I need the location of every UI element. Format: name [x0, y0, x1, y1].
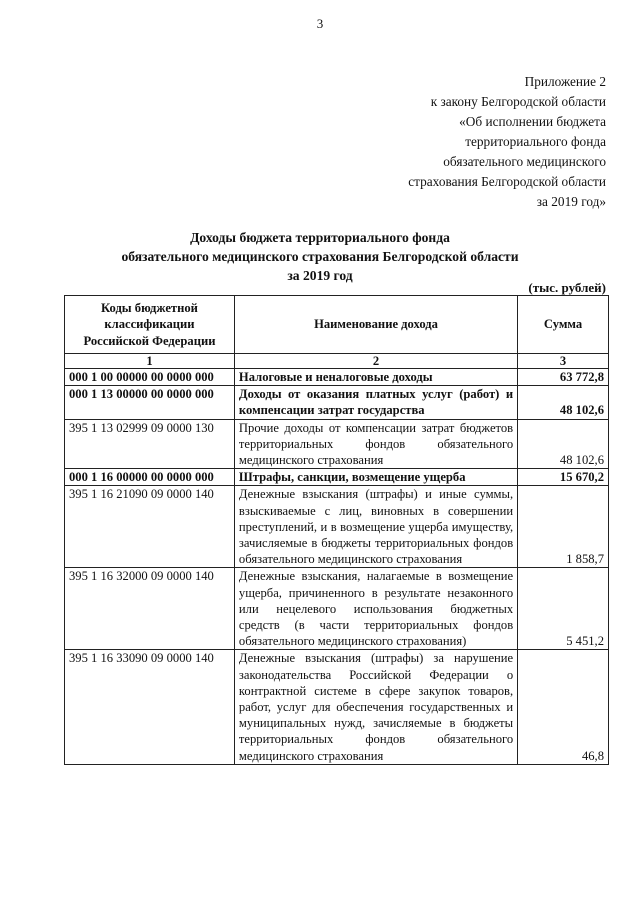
row-code: 395 1 13 02999 09 0000 130 — [65, 419, 235, 469]
header-code-line: Коды бюджетной — [101, 301, 198, 316]
header-code — [65, 296, 235, 354]
document-title — [0, 228, 640, 285]
row-name: Доходы от оказания платных услуг (работ) и компенсации затрат государства — [234, 386, 517, 419]
title-line: Доходы бюджета территориального фонда — [190, 230, 450, 245]
header-name: Наименование дохода — [234, 296, 517, 354]
column-number-row — [65, 354, 609, 369]
row-amount: 15 670,2 — [518, 469, 609, 486]
row-amount: 63 772,8 — [518, 369, 609, 386]
table-row — [65, 386, 609, 419]
row-amount: 5 451,2 — [518, 568, 609, 650]
header-code-line: Российской Федерации — [83, 333, 216, 348]
appendix-line: территориального фонда — [465, 134, 606, 149]
row-code: 000 1 13 00000 00 0000 000 — [65, 386, 235, 419]
table-header-row — [65, 296, 609, 354]
column-number: 3 — [518, 354, 609, 369]
row-name: Денежные взыскания, налагаемые в возмещение ущерба, причиненного в результате незаконного или нецелевого использования бюджетных средств (в части территориальных фондов обязательного медицинского страхования) — [234, 568, 517, 650]
row-name: Денежные взыскания (штрафы) за нарушение законодательства Российской Федерации о контрактной системе в сфере закупок товаров, работ, услуг для обеспечения государственных и муниципальных нужд, зачисляемые в бюджеты территориальных фондов обязательного медицинского страхования — [234, 650, 517, 764]
title-line: за 2019 год — [287, 268, 353, 283]
page-number: 3 — [316, 16, 324, 31]
table-row — [65, 369, 609, 386]
appendix-line: «Об исполнении бюджета — [459, 114, 606, 129]
row-name: Прочие доходы от компенсации затрат бюджетов территориальных фондов обязательного медицинского страхования — [234, 419, 517, 469]
row-code: 000 1 00 00000 00 0000 000 — [65, 369, 235, 386]
appendix-line: Приложение 2 — [524, 74, 606, 89]
table-row — [65, 469, 609, 486]
header-amount: Сумма — [518, 296, 609, 354]
appendix-line: за 2019 год» — [536, 194, 606, 209]
table-row — [65, 650, 609, 764]
row-name: Денежные взыскания (штрафы) и иные суммы, взыскиваемые с лиц, виновных в совершении преступлений, и в возмещение ущерба имуществу, зачисляемые в бюджеты территориальных фондов обязательного медицинского страхования — [234, 486, 517, 568]
row-code: 000 1 16 00000 00 0000 000 — [65, 469, 235, 486]
row-amount: 48 102,6 — [518, 386, 609, 419]
column-number: 1 — [65, 354, 235, 369]
units-label: (тыс. рублей) — [528, 280, 606, 295]
row-amount: 48 102,6 — [518, 419, 609, 469]
row-name: Налоговые и неналоговые доходы — [234, 369, 517, 386]
header-code-line: классификации — [104, 317, 195, 332]
appendix-line: обязательного медицинского — [443, 154, 606, 169]
row-code: 395 1 16 21090 09 0000 140 — [65, 486, 235, 568]
row-amount: 46,8 — [518, 650, 609, 764]
table-row — [65, 419, 609, 469]
row-amount: 1 858,7 — [518, 486, 609, 568]
row-code: 395 1 16 32000 09 0000 140 — [65, 568, 235, 650]
appendix-line: страхования Белгородской области — [408, 174, 606, 189]
revenue-table — [64, 295, 609, 765]
table-row — [65, 486, 609, 568]
row-name: Штрафы, санкции, возмещение ущерба — [234, 469, 517, 486]
table-row — [65, 568, 609, 650]
column-number: 2 — [234, 354, 517, 369]
title-line: обязательного медицинского страхования Белгородской области — [121, 249, 519, 264]
appendix-line: к закону Белгородской области — [430, 94, 606, 109]
row-code: 395 1 16 33090 09 0000 140 — [65, 650, 235, 764]
appendix-block — [408, 72, 606, 212]
